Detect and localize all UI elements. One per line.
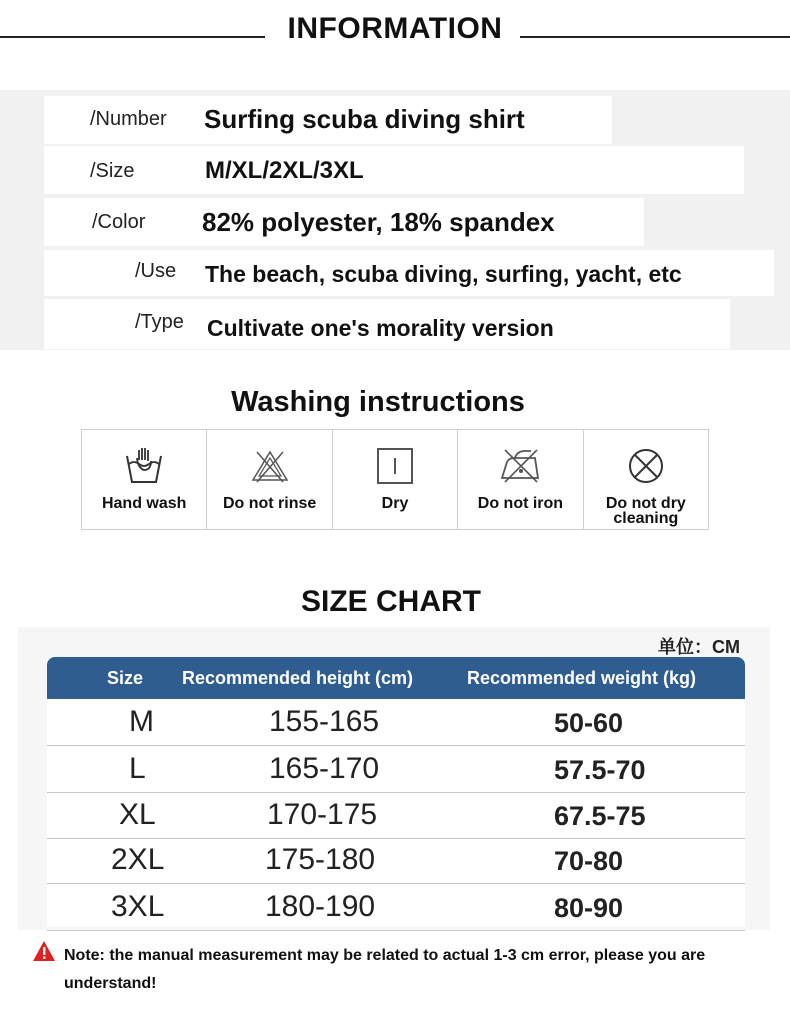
info-label-size: /Size bbox=[90, 160, 135, 182]
info-label-type: /Type bbox=[135, 311, 184, 333]
table-row bbox=[47, 837, 745, 884]
size-chart-title: SIZE CHART bbox=[301, 585, 481, 618]
wash-cell-dry bbox=[333, 430, 458, 529]
note-text: Note: the manual measurement may be related to actual 1-3 cm error, please you are understand! bbox=[64, 947, 706, 992]
cell-weight: 50-60 bbox=[554, 708, 624, 738]
size-table-body bbox=[47, 699, 745, 927]
info-value-use: The beach, scuba diving, surfing, yacht, etc bbox=[205, 261, 682, 287]
cell-size: 3XL bbox=[111, 890, 165, 923]
wash-label-do-not-dry-clean: Do not dry cleaning bbox=[605, 495, 686, 527]
info-value-size: M/XL/2XL/3XL bbox=[205, 157, 364, 184]
cell-height: 180-190 bbox=[265, 890, 376, 923]
table-row bbox=[47, 699, 745, 746]
info-value-type: Cultivate one's morality version bbox=[207, 315, 554, 341]
info-label-number: /Number bbox=[90, 108, 167, 130]
washing-title: Washing instructions bbox=[231, 386, 525, 418]
do-not-dry-clean-icon bbox=[625, 446, 667, 486]
page-title: INFORMATION bbox=[287, 12, 503, 45]
info-row-bg-2 bbox=[44, 146, 744, 194]
dry-icon bbox=[374, 446, 416, 486]
do-not-iron-icon bbox=[499, 446, 541, 486]
warning-icon bbox=[32, 940, 56, 962]
hand-wash-icon bbox=[123, 446, 165, 486]
wash-cell-hand-wash bbox=[82, 430, 207, 529]
size-chart-unit: 单位：CM bbox=[658, 637, 740, 657]
cell-height: 165-170 bbox=[269, 752, 380, 785]
cell-weight: 80-90 bbox=[554, 893, 624, 923]
table-row bbox=[47, 792, 745, 839]
cell-size: XL bbox=[119, 798, 156, 831]
col-header-size: Size bbox=[107, 668, 144, 688]
cell-weight: 70-80 bbox=[554, 846, 624, 876]
wash-label-do-not-rinse: Do not rinse bbox=[222, 495, 317, 512]
wash-label-do-not-iron: Do not iron bbox=[477, 495, 564, 512]
cell-height: 155-165 bbox=[269, 705, 380, 738]
table-row bbox=[47, 884, 745, 931]
cell-weight: 57.5-70 bbox=[554, 755, 646, 785]
info-value-color: 82% polyester, 18% spandex bbox=[202, 207, 555, 237]
washing-table bbox=[81, 429, 709, 530]
wash-cell-do-not-dry-clean bbox=[584, 430, 708, 529]
wash-label-dry: Dry bbox=[381, 495, 409, 512]
wash-cell-do-not-rinse bbox=[207, 430, 332, 529]
table-row bbox=[47, 746, 745, 793]
wash-label-hand-wash: Hand wash bbox=[101, 495, 187, 512]
cell-height: 170-175 bbox=[267, 798, 378, 831]
cell-size: L bbox=[129, 752, 146, 785]
col-header-height: Recommended height (cm) bbox=[182, 668, 414, 688]
cell-size: M bbox=[129, 705, 154, 738]
cell-weight: 67.5-75 bbox=[554, 801, 646, 831]
size-table-header bbox=[47, 657, 745, 699]
info-label-use: /Use bbox=[135, 260, 177, 282]
cell-size: 2XL bbox=[111, 843, 165, 876]
info-label-color: /Color bbox=[92, 211, 146, 233]
col-header-weight: Recommended weight (kg) bbox=[467, 668, 697, 688]
wash-cell-do-not-iron bbox=[458, 430, 583, 529]
cell-height: 175-180 bbox=[265, 843, 376, 876]
info-value-number: Surfing scuba diving shirt bbox=[204, 104, 525, 134]
do-not-rinse-icon bbox=[249, 446, 291, 486]
